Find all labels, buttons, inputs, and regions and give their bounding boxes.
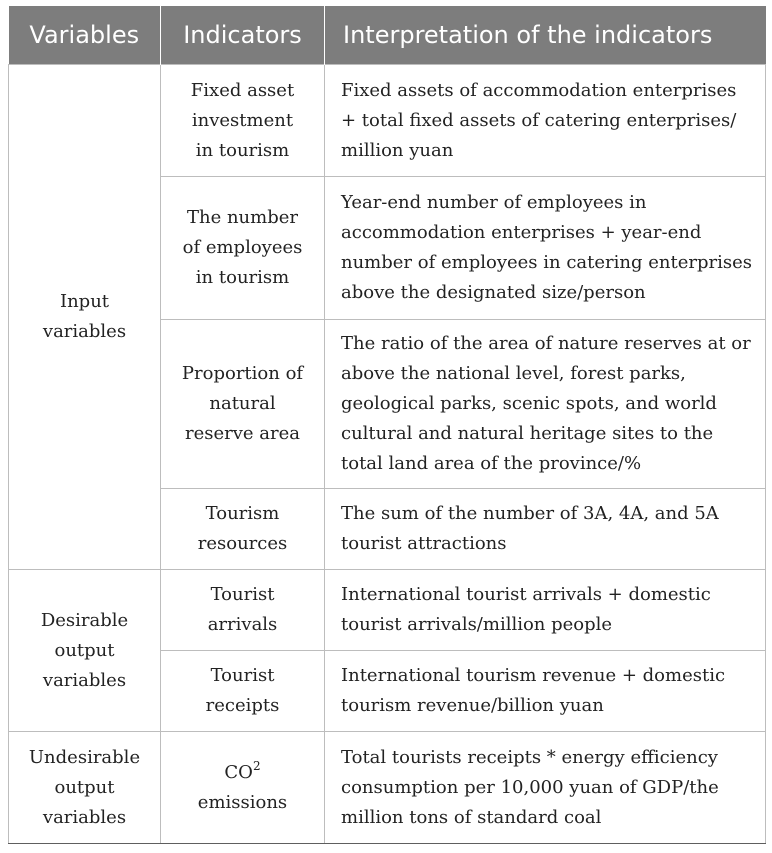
interpretation-co2-emissions: Total tourists receipts * energy efficiency consumption per 10,000 yuan of GDP/the million tons of standard coal [325,732,766,844]
co2-superscript: 2 [252,758,261,773]
indicator-tourist-arrivals: Tourist arrivals [161,570,325,651]
interpretation-tourism-resources: The sum of the number of 3A, 4A, and 5A tourist attractions [325,489,766,570]
indicator-table-container [8,6,765,844]
interpretation-tourist-arrivals: International tourist arrivals + domestic tourist arrivals/million people [325,570,766,651]
indicator-co2-emissions [161,732,325,844]
header-row [9,6,766,65]
table-body [9,65,766,844]
table-row [9,65,766,177]
group-input-variables: Input variables [9,65,161,570]
table-row [9,570,766,651]
group-undesirable-output-variables: Undesirable output variables [9,732,161,844]
header-variables: Variables [9,6,161,65]
interpretation-fixed-asset-investment: Fixed assets of accommodation enterprises + total fixed assets of catering enterprises/ million yuan [325,65,766,177]
table-header [9,6,766,65]
co2-label: CO [224,761,253,783]
indicator-number-of-employees: The number of employees in tourism [161,177,325,320]
indicator-table [8,6,766,844]
header-indicators: Indicators [161,6,325,65]
indicator-tourist-receipts: Tourist receipts [161,651,325,732]
indicator-natural-reserve-area: Proportion of natural reserve area [161,320,325,489]
interpretation-number-of-employees: Year-end number of employees in accommodation enterprises + year-end number of employees in catering enterprises above the designated size/person [325,177,766,320]
indicator-tourism-resources: Tourism resources [161,489,325,570]
emissions-label: emissions [197,791,288,813]
group-desirable-output-variables: Desirable output variables [9,570,161,732]
interpretation-natural-reserve-area: The ratio of the area of nature reserves at or above the national level, forest parks, geological parks, scenic spots, and world cultural and natural heritage sites to the total land area of the province/% [325,320,766,489]
table-row [9,732,766,844]
interpretation-tourist-receipts: International tourism revenue + domestic tourism revenue/billion yuan [325,651,766,732]
indicator-fixed-asset-investment: Fixed asset investment in tourism [161,65,325,177]
header-interpretation: Interpretation of the indicators [325,6,766,65]
